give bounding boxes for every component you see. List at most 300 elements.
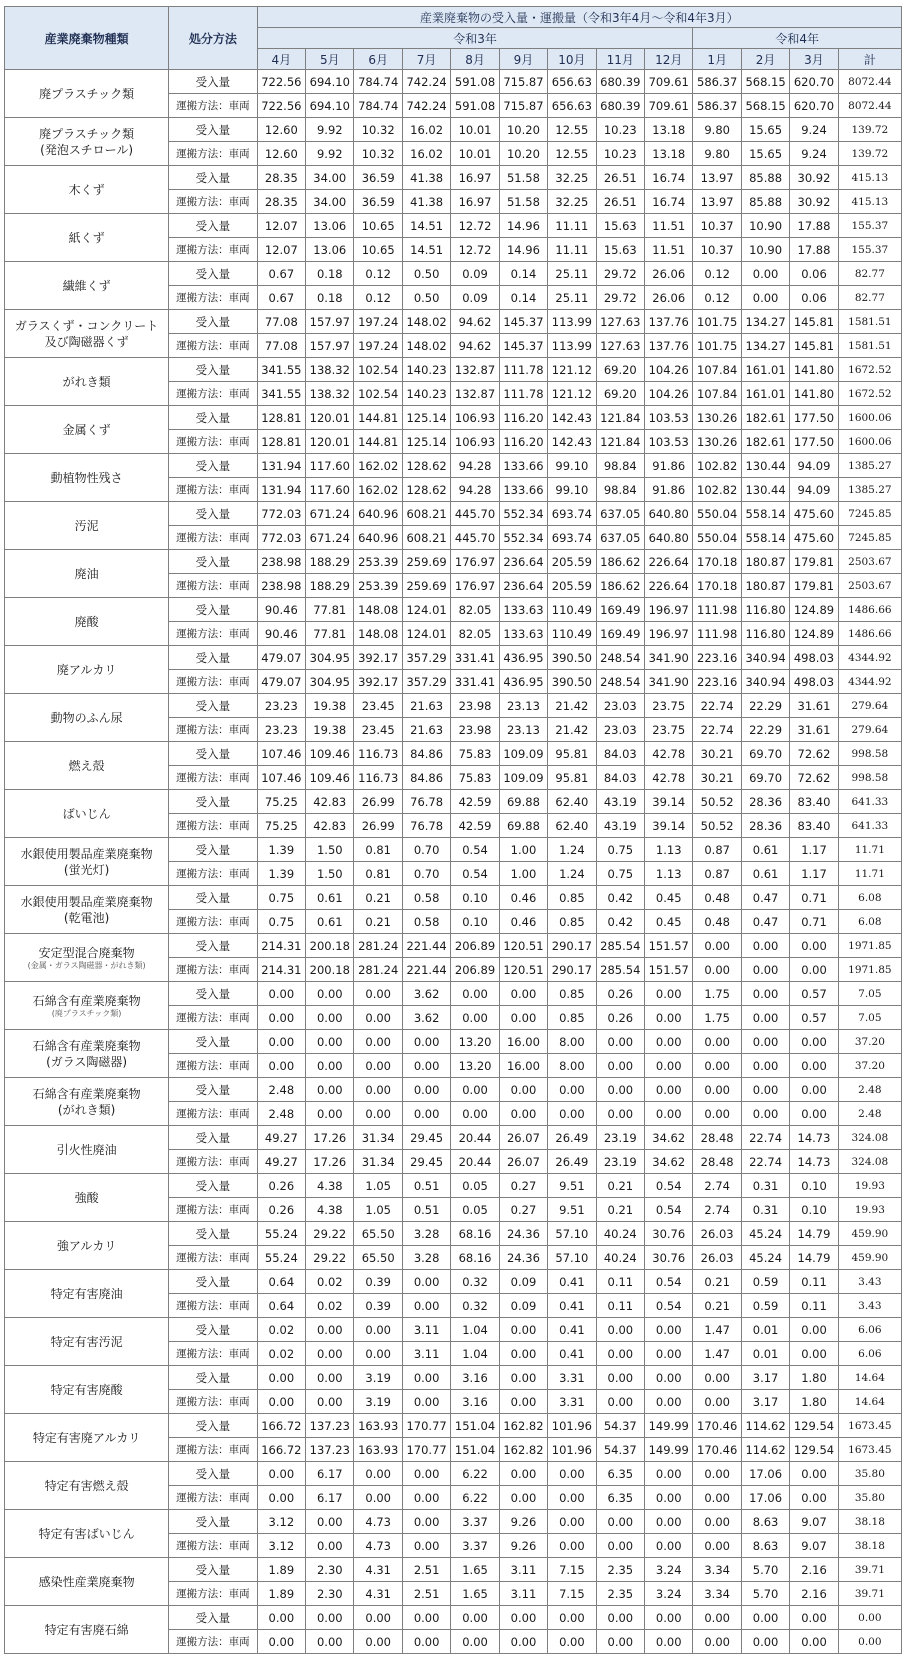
header-month: 12月	[645, 49, 693, 70]
value-cell: 0.71	[790, 910, 838, 934]
value-cell: 31.61	[790, 694, 838, 718]
value-cell: 0.00	[499, 1486, 547, 1510]
value-cell: 145.81	[790, 334, 838, 358]
value-cell: 69.20	[596, 358, 644, 382]
value-cell: 0.00	[257, 1030, 305, 1054]
value-cell: 107.84	[693, 382, 741, 406]
value-cell: 0.00	[645, 1342, 693, 1366]
value-cell: 0.81	[354, 862, 402, 886]
waste-type-cell	[5, 1270, 169, 1318]
value-cell: 0.00	[499, 1078, 547, 1102]
value-cell: 17.26	[306, 1126, 354, 1150]
header-method: 処分方法	[169, 7, 257, 70]
value-cell: 1.00	[499, 838, 547, 862]
value-cell: 13.18	[645, 142, 693, 166]
value-cell: 0.00	[354, 1006, 402, 1030]
value-cell: 637.05	[596, 526, 644, 550]
value-cell: 29.22	[306, 1246, 354, 1270]
value-cell: 28.36	[741, 790, 789, 814]
value-cell: 41.38	[402, 190, 450, 214]
value-cell: 13.06	[306, 238, 354, 262]
total-cell: 4344.92	[838, 646, 901, 670]
value-cell: 3.16	[451, 1366, 499, 1390]
value-cell: 130.26	[693, 430, 741, 454]
value-cell: 0.00	[741, 1054, 789, 1078]
value-cell: 6.22	[451, 1486, 499, 1510]
value-cell: 3.37	[451, 1534, 499, 1558]
value-cell: 2.74	[693, 1198, 741, 1222]
value-cell: 0.12	[354, 262, 402, 286]
table-row	[5, 790, 902, 814]
value-cell: 149.99	[645, 1414, 693, 1438]
total-cell: 1971.85	[838, 958, 901, 982]
value-cell: 137.76	[645, 310, 693, 334]
total-cell: 14.64	[838, 1366, 901, 1390]
waste-type-name: 燃え殻	[68, 758, 105, 773]
value-cell: 552.34	[499, 502, 547, 526]
value-cell: 15.63	[596, 238, 644, 262]
value-cell: 558.14	[741, 526, 789, 550]
waste-type-name: ガラスくず・コンクリート	[14, 318, 159, 333]
value-cell: 0.09	[499, 1270, 547, 1294]
value-cell: 0.59	[741, 1294, 789, 1318]
value-cell: 1.50	[306, 838, 354, 862]
waste-type-name: 強酸	[74, 1190, 99, 1205]
value-cell: 0.10	[790, 1198, 838, 1222]
header-month: 8月	[451, 49, 499, 70]
value-cell: 341.55	[257, 358, 305, 382]
value-cell: 197.24	[354, 310, 402, 334]
value-cell: 0.00	[790, 1462, 838, 1486]
value-cell: 1.04	[451, 1342, 499, 1366]
value-cell: 19.38	[306, 718, 354, 742]
value-cell: 1.05	[354, 1198, 402, 1222]
waste-type-name: 特定有害ばいじん	[38, 1526, 135, 1541]
method-transport-label: 運搬方法：車両	[169, 766, 257, 790]
method-transport-label: 運搬方法：車両	[169, 1246, 257, 1270]
value-cell: 0.00	[306, 1006, 354, 1030]
waste-type-name: 特定有害燃え殻	[44, 1478, 129, 1493]
total-cell: 82.77	[838, 262, 901, 286]
waste-type-cell	[5, 310, 169, 358]
value-cell: 14.96	[499, 238, 547, 262]
value-cell: 17.26	[306, 1150, 354, 1174]
waste-type-cell	[5, 886, 169, 934]
value-cell: 0.85	[548, 910, 596, 934]
value-cell: 0.00	[402, 1486, 450, 1510]
total-cell: 998.58	[838, 742, 901, 766]
method-transport-label: 運搬方法：車両	[169, 1054, 257, 1078]
value-cell: 4.31	[354, 1558, 402, 1582]
value-cell: 177.50	[790, 430, 838, 454]
value-cell: 1.00	[499, 862, 547, 886]
value-cell: 1.80	[790, 1390, 838, 1414]
value-cell: 0.00	[257, 982, 305, 1006]
value-cell: 9.07	[790, 1510, 838, 1534]
value-cell: 0.64	[257, 1294, 305, 1318]
value-cell: 608.21	[402, 502, 450, 526]
table-row	[5, 1318, 902, 1342]
value-cell: 226.64	[645, 574, 693, 598]
value-cell: 0.01	[741, 1342, 789, 1366]
value-cell: 111.98	[693, 622, 741, 646]
value-cell: 0.00	[306, 1342, 354, 1366]
value-cell: 161.01	[741, 382, 789, 406]
value-cell: 558.14	[741, 502, 789, 526]
total-cell: 1385.27	[838, 478, 901, 502]
value-cell: 390.50	[548, 670, 596, 694]
value-cell: 671.24	[306, 526, 354, 550]
value-cell: 0.00	[354, 1342, 402, 1366]
value-cell: 479.07	[257, 670, 305, 694]
value-cell: 40.24	[596, 1246, 644, 1270]
value-cell: 0.00	[645, 1462, 693, 1486]
value-cell: 0.00	[499, 1102, 547, 1126]
value-cell: 0.00	[790, 1054, 838, 1078]
table-row	[5, 166, 902, 190]
value-cell: 0.12	[693, 286, 741, 310]
value-cell: 161.01	[741, 358, 789, 382]
total-cell: 11.71	[838, 838, 901, 862]
value-cell: 6.35	[596, 1462, 644, 1486]
table-row	[5, 1174, 902, 1198]
value-cell: 341.55	[257, 382, 305, 406]
table-row	[5, 1030, 902, 1054]
value-cell: 196.97	[645, 622, 693, 646]
value-cell: 15.63	[596, 214, 644, 238]
waste-type-name: 動植物性残さ	[50, 470, 123, 485]
value-cell: 0.87	[693, 862, 741, 886]
value-cell: 0.00	[306, 1510, 354, 1534]
value-cell: 94.28	[451, 454, 499, 478]
header-year-r3: 令和3年	[257, 28, 693, 49]
value-cell: 9.80	[693, 142, 741, 166]
waste-type-cell	[5, 406, 169, 454]
method-transport-label: 運搬方法：車両	[169, 622, 257, 646]
value-cell: 10.01	[451, 118, 499, 142]
value-cell: 23.19	[596, 1126, 644, 1150]
value-cell: 10.20	[499, 118, 547, 142]
value-cell: 1.65	[451, 1558, 499, 1582]
value-cell: 0.32	[451, 1294, 499, 1318]
value-cell: 3.28	[402, 1246, 450, 1270]
value-cell: 640.80	[645, 502, 693, 526]
value-cell: 3.31	[548, 1390, 596, 1414]
value-cell: 0.00	[741, 1630, 789, 1654]
waste-type-subname: (蛍光灯)	[63, 862, 110, 877]
waste-type-name: 安定型混合廃棄物	[38, 945, 135, 960]
value-cell: 0.00	[451, 1630, 499, 1654]
total-cell: 1486.66	[838, 622, 901, 646]
total-cell: 7245.85	[838, 502, 901, 526]
waste-type-name: ばいじん	[62, 806, 111, 821]
value-cell: 0.61	[741, 838, 789, 862]
waste-type-name: 廃プラスチック類	[39, 86, 135, 101]
value-cell: 0.70	[402, 862, 450, 886]
value-cell: 3.62	[402, 982, 450, 1006]
value-cell: 120.01	[306, 430, 354, 454]
value-cell: 24.36	[499, 1222, 547, 1246]
value-cell: 0.00	[548, 1102, 596, 1126]
waste-type-cell	[5, 1462, 169, 1510]
value-cell: 57.10	[548, 1246, 596, 1270]
value-cell: 0.41	[548, 1342, 596, 1366]
value-cell: 170.46	[693, 1438, 741, 1462]
value-cell: 709.61	[645, 70, 693, 94]
value-cell: 0.75	[257, 910, 305, 934]
value-cell: 30.21	[693, 742, 741, 766]
method-receive-label: 受入量	[169, 502, 257, 526]
value-cell: 3.19	[354, 1390, 402, 1414]
value-cell: 3.11	[402, 1318, 450, 1342]
total-cell: 1672.52	[838, 382, 901, 406]
method-transport-label: 運搬方法：車両	[169, 862, 257, 886]
value-cell: 0.47	[741, 886, 789, 910]
value-cell: 259.69	[402, 574, 450, 598]
value-cell: 281.24	[354, 958, 402, 982]
value-cell: 0.42	[596, 910, 644, 934]
method-transport-label: 運搬方法：車両	[169, 1342, 257, 1366]
table-row	[5, 982, 902, 1006]
value-cell: 49.27	[257, 1150, 305, 1174]
value-cell: 99.10	[548, 478, 596, 502]
value-cell: 4.38	[306, 1198, 354, 1222]
table-header	[5, 7, 902, 70]
value-cell: 0.27	[499, 1174, 547, 1198]
waste-type-name: 紙くず	[68, 230, 105, 245]
value-cell: 248.54	[596, 646, 644, 670]
value-cell: 236.64	[499, 550, 547, 574]
value-cell: 116.20	[499, 406, 547, 430]
value-cell: 0.00	[451, 1006, 499, 1030]
waste-type-name: 強アルカリ	[56, 1238, 117, 1253]
value-cell: 151.57	[645, 958, 693, 982]
value-cell: 75.25	[257, 790, 305, 814]
value-cell: 3.11	[499, 1558, 547, 1582]
value-cell: 179.81	[790, 574, 838, 598]
value-cell: 6.17	[306, 1462, 354, 1486]
method-transport-label: 運搬方法：車両	[169, 910, 257, 934]
total-cell: 19.93	[838, 1198, 901, 1222]
value-cell: 163.93	[354, 1438, 402, 1462]
value-cell: 640.80	[645, 526, 693, 550]
value-cell: 9.07	[790, 1534, 838, 1558]
method-transport-label: 運搬方法：車両	[169, 1486, 257, 1510]
value-cell: 94.09	[790, 478, 838, 502]
value-cell: 693.74	[548, 502, 596, 526]
value-cell: 3.34	[693, 1582, 741, 1606]
value-cell: 9.26	[499, 1534, 547, 1558]
value-cell: 656.63	[548, 94, 596, 118]
value-cell: 238.98	[257, 574, 305, 598]
value-cell: 0.00	[693, 1630, 741, 1654]
value-cell: 101.96	[548, 1414, 596, 1438]
value-cell: 3.19	[354, 1366, 402, 1390]
waste-type-name: 特定有害廃酸	[50, 1382, 123, 1397]
value-cell: 0.00	[596, 1078, 644, 1102]
total-cell: 155.37	[838, 214, 901, 238]
table-row	[5, 598, 902, 622]
value-cell: 357.29	[402, 670, 450, 694]
value-cell: 1.89	[257, 1582, 305, 1606]
waste-type-name: 水銀使用製品産業廃棄物	[20, 846, 153, 861]
value-cell: 138.32	[306, 358, 354, 382]
value-cell: 2.48	[257, 1102, 305, 1126]
value-cell: 0.00	[402, 1510, 450, 1534]
value-cell: 19.38	[306, 694, 354, 718]
value-cell: 151.04	[451, 1438, 499, 1462]
value-cell: 23.75	[645, 718, 693, 742]
value-cell: 7.15	[548, 1582, 596, 1606]
value-cell: 188.29	[306, 550, 354, 574]
method-transport-label: 運搬方法：車両	[169, 1198, 257, 1222]
value-cell: 0.50	[402, 262, 450, 286]
value-cell: 205.59	[548, 550, 596, 574]
value-cell: 101.75	[693, 334, 741, 358]
value-cell: 85.88	[741, 166, 789, 190]
value-cell: 0.00	[596, 1366, 644, 1390]
waste-type-cell	[5, 646, 169, 694]
value-cell: 357.29	[402, 646, 450, 670]
value-cell: 0.00	[548, 1510, 596, 1534]
value-cell: 0.21	[596, 1198, 644, 1222]
value-cell: 479.07	[257, 646, 305, 670]
value-cell: 0.58	[402, 910, 450, 934]
value-cell: 200.18	[306, 958, 354, 982]
value-cell: 340.94	[741, 646, 789, 670]
value-cell: 0.00	[548, 1630, 596, 1654]
method-transport-label: 運搬方法：車両	[169, 430, 257, 454]
value-cell: 65.50	[354, 1222, 402, 1246]
waste-type-cell	[5, 1030, 169, 1078]
value-cell: 0.12	[354, 286, 402, 310]
value-cell: 285.54	[596, 958, 644, 982]
method-receive-label: 受入量	[169, 838, 257, 862]
value-cell: 0.41	[548, 1318, 596, 1342]
total-cell: 415.13	[838, 166, 901, 190]
table-row	[5, 838, 902, 862]
value-cell: 1.75	[693, 982, 741, 1006]
method-receive-label: 受入量	[169, 790, 257, 814]
value-cell: 23.98	[451, 694, 499, 718]
value-cell: 29.45	[402, 1126, 450, 1150]
total-cell: 2.48	[838, 1102, 901, 1126]
value-cell: 3.34	[693, 1558, 741, 1582]
waste-type-name: 汚泥	[74, 518, 99, 533]
value-cell: 84.86	[402, 766, 450, 790]
value-cell: 223.16	[693, 646, 741, 670]
waste-type-subname: (ガラス陶磁器)	[46, 1054, 128, 1069]
table-row	[5, 550, 902, 574]
value-cell: 0.00	[402, 1102, 450, 1126]
value-cell: 149.99	[645, 1438, 693, 1462]
value-cell: 176.97	[451, 550, 499, 574]
value-cell: 11.11	[548, 238, 596, 262]
value-cell: 23.03	[596, 718, 644, 742]
value-cell: 1.05	[354, 1174, 402, 1198]
value-cell: 22.74	[741, 1150, 789, 1174]
value-cell: 0.64	[257, 1270, 305, 1294]
value-cell: 221.44	[402, 934, 450, 958]
waste-table-container	[4, 6, 902, 1654]
value-cell: 15.65	[741, 142, 789, 166]
total-cell: 1971.85	[838, 934, 901, 958]
value-cell: 0.00	[645, 1606, 693, 1630]
value-cell: 16.74	[645, 166, 693, 190]
method-receive-label: 受入量	[169, 70, 257, 94]
value-cell: 0.39	[354, 1294, 402, 1318]
value-cell: 23.03	[596, 694, 644, 718]
value-cell: 0.00	[306, 1102, 354, 1126]
value-cell: 694.10	[306, 94, 354, 118]
value-cell: 169.49	[596, 598, 644, 622]
value-cell: 3.11	[402, 1342, 450, 1366]
value-cell: 0.14	[499, 262, 547, 286]
method-receive-label: 受入量	[169, 694, 257, 718]
value-cell: 694.10	[306, 70, 354, 94]
method-transport-label: 運搬方法：車両	[169, 958, 257, 982]
value-cell: 140.23	[402, 382, 450, 406]
method-transport-label: 運搬方法：車両	[169, 718, 257, 742]
value-cell: 238.98	[257, 550, 305, 574]
value-cell: 14.51	[402, 214, 450, 238]
value-cell: 31.34	[354, 1126, 402, 1150]
method-transport-label: 運搬方法：車両	[169, 1534, 257, 1558]
value-cell: 23.13	[499, 718, 547, 742]
value-cell: 54.37	[596, 1438, 644, 1462]
waste-type-cell	[5, 358, 169, 406]
value-cell: 0.00	[548, 1462, 596, 1486]
value-cell: 57.10	[548, 1222, 596, 1246]
value-cell: 104.26	[645, 358, 693, 382]
value-cell: 98.84	[596, 454, 644, 478]
value-cell: 3.12	[257, 1510, 305, 1534]
header-month: 9月	[499, 49, 547, 70]
value-cell: 3.62	[402, 1006, 450, 1030]
value-cell: 16.74	[645, 190, 693, 214]
value-cell: 30.76	[645, 1246, 693, 1270]
total-cell: 998.58	[838, 766, 901, 790]
value-cell: 671.24	[306, 502, 354, 526]
value-cell: 30.21	[693, 766, 741, 790]
value-cell: 3.17	[741, 1366, 789, 1390]
value-cell: 111.78	[499, 382, 547, 406]
value-cell: 102.54	[354, 358, 402, 382]
value-cell: 0.00	[499, 1006, 547, 1030]
value-cell: 26.03	[693, 1222, 741, 1246]
value-cell: 0.00	[402, 1534, 450, 1558]
value-cell: 95.81	[548, 742, 596, 766]
value-cell: 133.63	[499, 622, 547, 646]
value-cell: 1.47	[693, 1342, 741, 1366]
value-cell: 1.80	[790, 1366, 838, 1390]
value-cell: 0.00	[645, 1510, 693, 1534]
total-cell: 11.71	[838, 862, 901, 886]
value-cell: 109.46	[306, 766, 354, 790]
value-cell: 552.34	[499, 526, 547, 550]
value-cell: 76.78	[402, 790, 450, 814]
value-cell: 69.70	[741, 742, 789, 766]
total-cell: 7.05	[838, 982, 901, 1006]
waste-type-subname: (金属・ガラス陶磁器・がれき類)	[27, 960, 146, 970]
value-cell: 91.86	[645, 478, 693, 502]
waste-type-name: 特定有害廃石綿	[44, 1622, 129, 1637]
method-receive-label: 受入量	[169, 934, 257, 958]
value-cell: 30.92	[790, 190, 838, 214]
value-cell: 0.00	[693, 1606, 741, 1630]
value-cell: 0.00	[790, 1342, 838, 1366]
value-cell: 0.00	[790, 1318, 838, 1342]
